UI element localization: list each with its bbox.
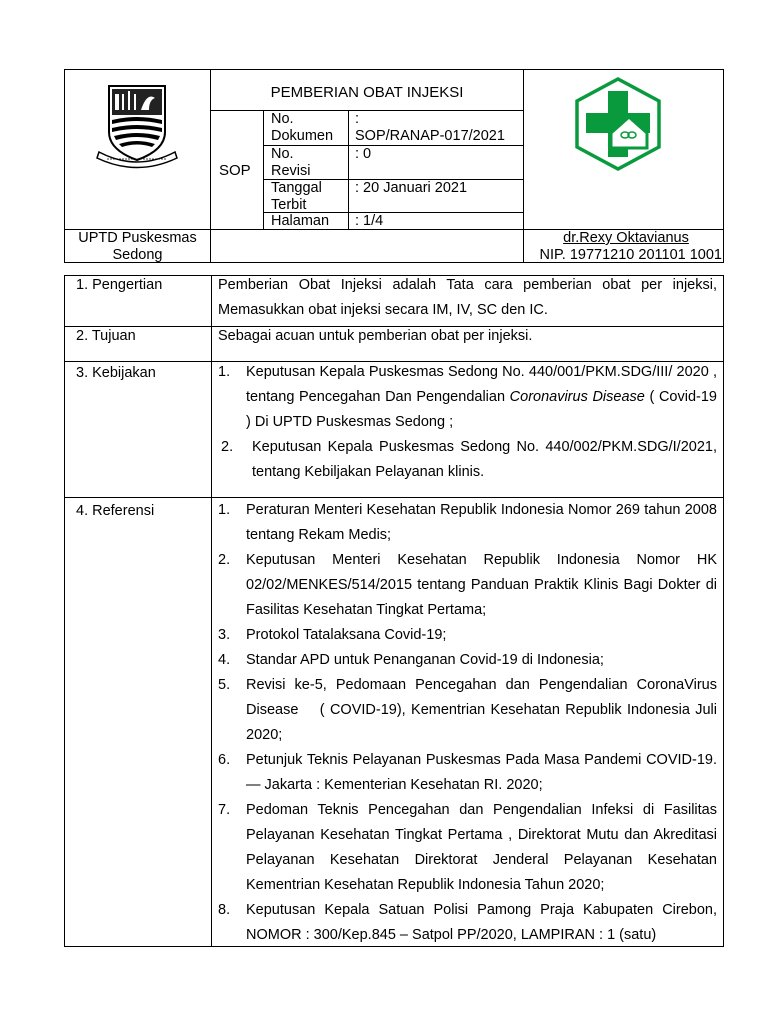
section-text-pengertian: Pemberian Obat Injeksi adalah Tata cara pemberian obat per injeksi, Memasukkan obat injeksi secara IM, IV, SC den IC.	[218, 277, 717, 318]
section-list-referensi	[218, 498, 722, 948]
list-item: 1. Peraturan Menteri Kesehatan Republik Indonesia Nomor 269 tahun 2008 tentang Rekam Medis;	[218, 502, 717, 543]
section-label-kebijakan: 3. Kebijakan	[76, 365, 156, 381]
list-item: 7. Pedoman Teknis Pencegahan dan Pengendalian Infeksi di Fasilitas Pelayanan Kesehatan Tingkat Pertama , Direktorat Mutu dan Akreditasi Pelayanan Kesehatan Direktorat Jenderal Pelayanan Kesehatan Kementrian Kesehatan Republik Indonesia Tahun 2020;	[218, 802, 717, 893]
sop-label: SOP	[219, 162, 251, 179]
section-text-tujuan: Sebagai acuan untuk pemberian obat per injeksi.	[218, 328, 533, 344]
list-item: 2. Keputusan Menteri Kesehatan Republik Indonesia Nomor HK 02/02/MENKES/514/2015 tentang Panduan Praktik Klinis Bagi Dokter di Fasilitas Kesehatan Tingkat Pertama;	[218, 552, 717, 618]
list-item: 3. Protokol Tatalaksana Covid-19;	[218, 627, 447, 643]
signer-block	[510, 230, 722, 264]
section-label-referensi: 4. Referensi	[76, 503, 155, 519]
issue-date-label: Tanggal Terbit	[271, 180, 322, 213]
organization-name: UPTD Puskesmas Sedong	[78, 230, 197, 263]
section-list-kebijakan	[218, 360, 717, 485]
list-item: 6. Petunjuk Teknis Pelayanan Puskesmas Pada Masa Pandemi COVID-19.— Jakarta : Kementerian Kesehatan RI. 2020;	[218, 752, 717, 793]
section-label-tujuan: 2. Tujuan	[76, 328, 136, 344]
sop-header-table	[64, 69, 724, 263]
column-divider	[211, 276, 212, 946]
regency-coat-of-arms-logo	[95, 80, 179, 170]
page-label: Halaman	[271, 213, 330, 229]
sop-content-table	[64, 275, 724, 947]
doc-number-value: : SOP/RANAP-017/2021	[355, 111, 505, 144]
page-value: : 1/4	[355, 213, 384, 229]
issue-date-value: : 20 Januari 2021	[355, 180, 468, 196]
list-item: 4. Standar APD untuk Penanganan Covid-19 di Indonesia;	[218, 652, 604, 668]
doc-number-label: No. Dokumen	[271, 111, 334, 144]
document-title: PEMBERIAN OBAT INJEKSI	[270, 84, 464, 101]
green-cross-icon	[571, 76, 665, 172]
revision-value: : 0	[355, 146, 372, 162]
coat-of-arms-icon	[95, 80, 179, 170]
list-item: 5. Revisi ke-5, Pedomaan Pencegahan dan Pengendalian CoronaVirus Disease ( COVID-19), Kementrian Kesehatan Republik Indonesia Juli 2020;	[218, 677, 722, 743]
puskesmas-logo	[571, 76, 665, 172]
section-label-pengertian: 1. Pengertian	[76, 277, 163, 293]
revision-label: No. Revisi	[271, 146, 311, 179]
signer-nip: NIP. 19771210 201101 1001	[539, 247, 722, 263]
signer-name: dr.Rexy Oktavianus	[563, 230, 689, 246]
list-item: 8. Keputusan Kepala Satuan Polisi Pamong Praja Kabupaten Cirebon, NOMOR : 300/Kep.845 – Satpol PP/2020, LAMPIRAN : 1 (satu)	[218, 902, 717, 943]
list-item: 2. Keputusan Kepala Puskesmas Sedong No. 440/002/PKM.SDG/I/2021, tentang Kebiljakan Pelayanan klinis.	[221, 439, 717, 480]
list-item: 1. Keputusan Kepala Puskesmas Sedong No. 440/001/PKM.SDG/III/ 2020 , tentang Pencegahan Dan Pengendalian Coronavirus Disease ( Covid-19 ) Di UPTD Puskesmas Sedong ;	[218, 364, 717, 430]
